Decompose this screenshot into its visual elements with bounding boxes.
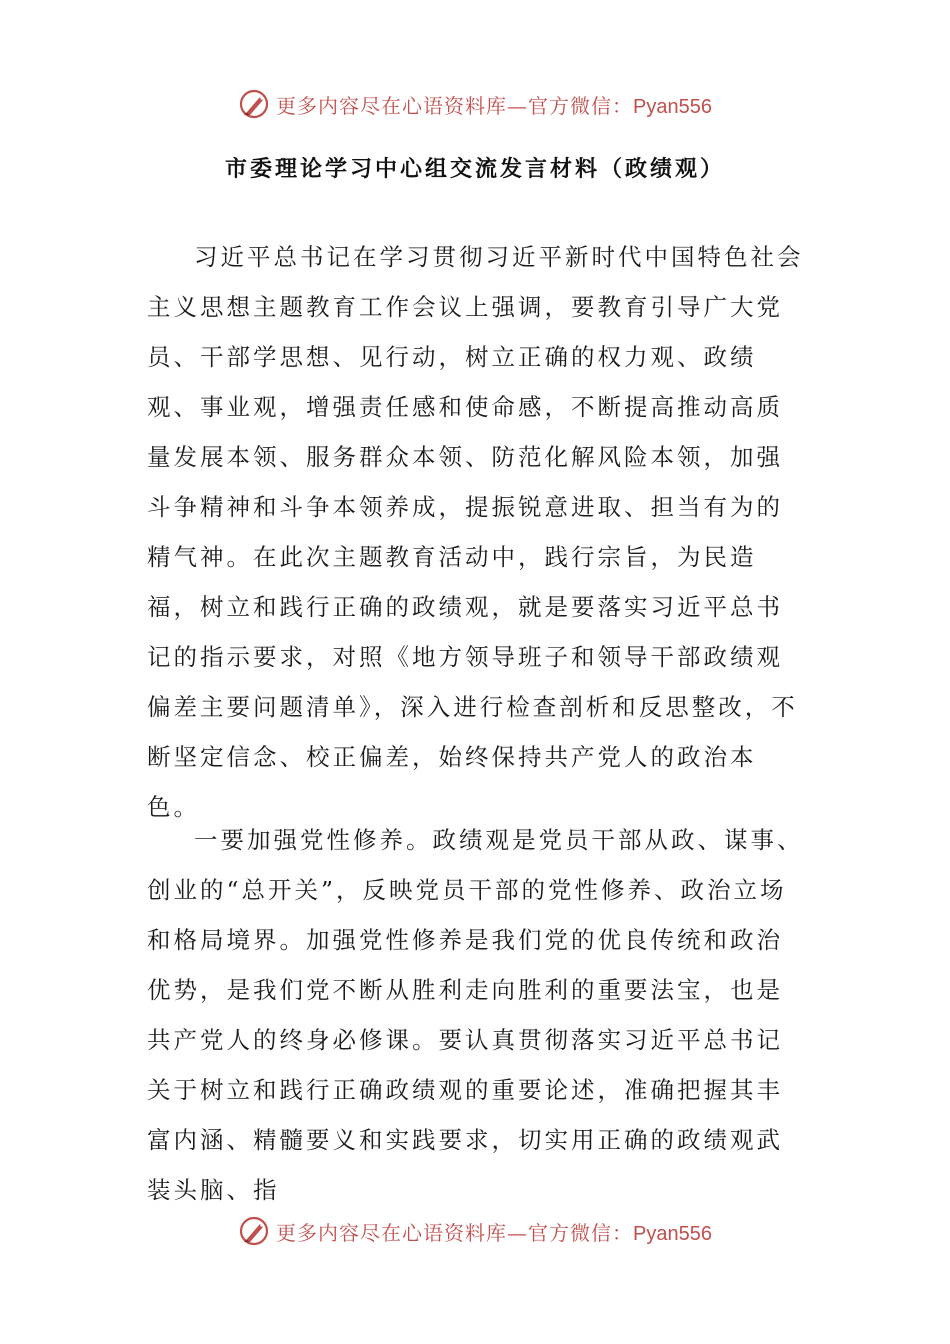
banner-text: 更多内容尽在心语资料库—官方微信：Pyan556 bbox=[276, 93, 712, 118]
pen-logo-icon bbox=[238, 1215, 270, 1247]
paragraph-1 bbox=[147, 232, 807, 832]
paragraph-text: 习近平总书记在学习贯彻习近平新时代中国特色社会主义思想主题教育工作会议上强调，要教育引导广大党员、干部学思想、见行动，树立正确的权力观、政绩观、事业观，增强责任感和使命感，不断提高推动高质量发展本领、服务群众本领、防范化解风险本领，加强斗争精神和斗争本领养成，提振锐意进取、担当有为的精气神。在此次主题教育活动中，践行宗旨，为民造福，树立和践行正确的政绩观，就是要落实习近平总书记的指示要求，对照《地方领导班子和领导干部政绩观偏差主要问题清单》，深入进行检查剖析和反思整改，不断坚定信念、校正偏差，始终保持共产党人的政治本色。 bbox=[147, 243, 804, 821]
document-title: 市委理论学习中心组交流发言材料（政绩观） bbox=[224, 156, 725, 182]
wechat-id: Pyan556 bbox=[633, 95, 712, 118]
banner-text: 更多内容尽在心语资料库—官方微信：Pyan556 bbox=[276, 1220, 712, 1245]
pen-logo-icon bbox=[238, 88, 270, 120]
footer-banner bbox=[0, 1211, 950, 1251]
header-banner bbox=[0, 84, 950, 124]
paragraph-2 bbox=[147, 815, 807, 1215]
wechat-id: Pyan556 bbox=[633, 1222, 712, 1245]
paragraph-text: 一要加强党性修养。政绩观是党员干部从政、谋事、创业的“总开关”，反映党员干部的党性修养、政治立场和格局境界。加强党性修养是我们党的优良传统和政治优势，是我们党不断从胜利走向胜利的重要法宝，也是共产党人的终身必修课。要认真贯彻落实习近平总书记关于树立和践行正确政绩观的重要论述，准确把握其丰富内涵、精髓要义和实践要求，切实用正确的政绩观武装头脑、指 bbox=[147, 826, 804, 1204]
